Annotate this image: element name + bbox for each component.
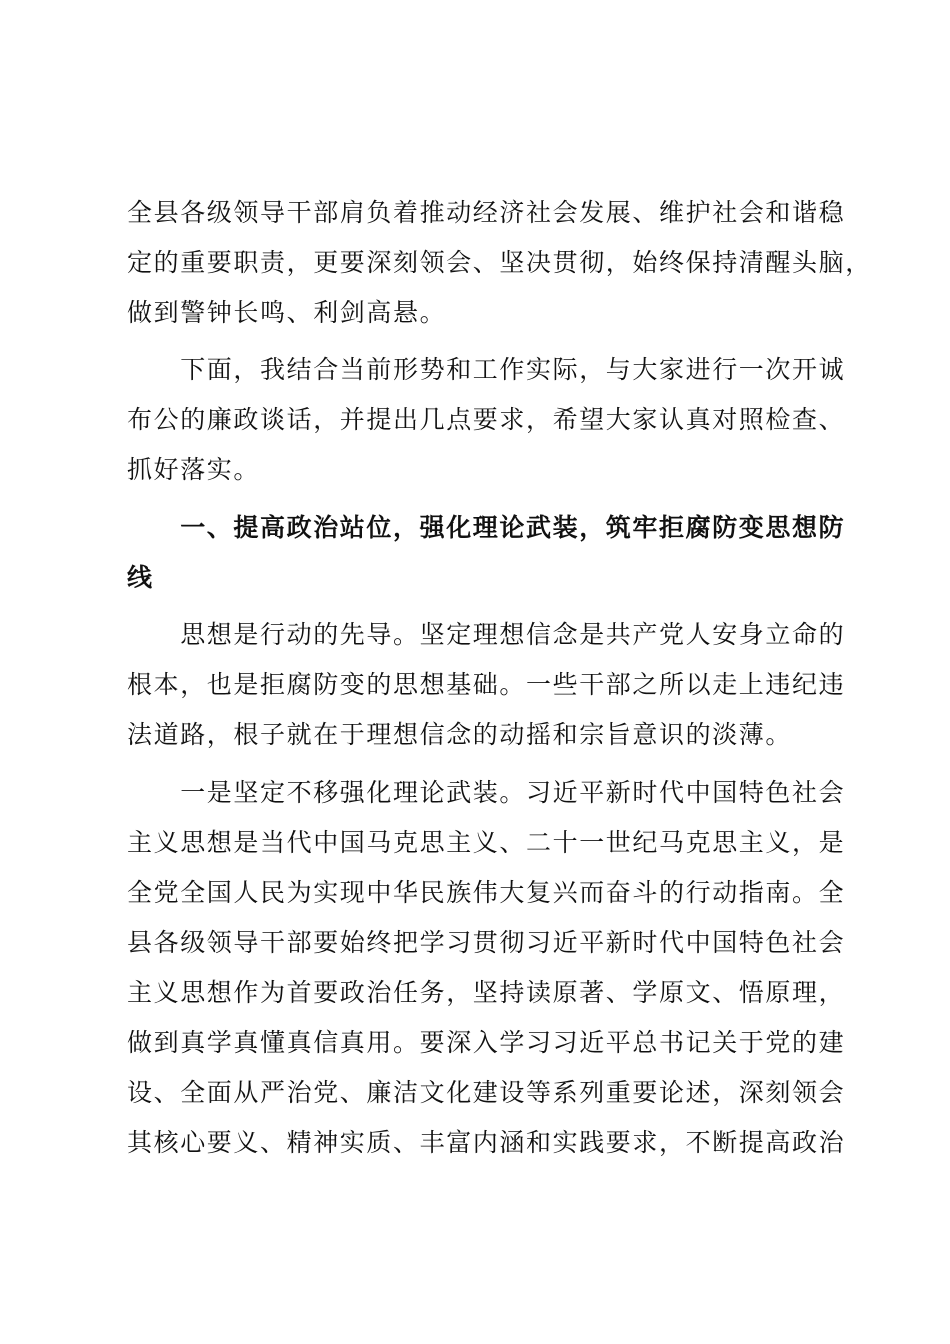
text-line: 做到警钟长鸣、利剑高悬。	[127, 298, 447, 327]
heading-line: 一、提高政治站位，强化理论武装，筑牢拒腐防变思想防	[127, 513, 846, 542]
heading-line: 线	[127, 563, 154, 592]
text-line: 定的重要职责，更要深刻领会、坚决贯彻，始终保持清醒头脑，	[127, 248, 872, 277]
text-line: 一是坚定不移强化理论武装。习近平新时代中国特色社会	[127, 778, 846, 807]
text-line: 法道路，根子就在于理想信念的动摇和宗旨意识的淡薄。	[127, 720, 793, 749]
text-line: 主义思想是当代中国马克思主义、二十一世纪马克思主义，是	[127, 828, 846, 857]
text-line: 全县各级领导干部肩负着推动经济社会发展、维护社会和谐稳	[127, 198, 846, 227]
text-line: 其核心要义、精神实质、丰富内涵和实践要求，不断提高政治	[127, 1128, 846, 1157]
text-line: 全党全国人民为实现中华民族伟大复兴而奋斗的行动指南。全	[127, 878, 846, 907]
text-line: 思想是行动的先导。坚定理想信念是共产党人安身立命的	[127, 620, 846, 649]
text-line: 县各级领导干部要始终把学习贯彻习近平新时代中国特色社会	[127, 928, 846, 957]
text-line: 主义思想作为首要政治任务，坚持读原著、学原文、悟原理，	[127, 978, 846, 1007]
text-line: 做到真学真懂真信真用。要深入学习习近平总书记关于党的建	[127, 1028, 846, 1057]
text-line: 下面，我结合当前形势和工作实际，与大家进行一次开诚	[127, 355, 846, 384]
text-line: 根本，也是拒腐防变的思想基础。一些干部之所以走上违纪违	[127, 670, 846, 699]
text-line: 布公的廉政谈话，并提出几点要求，希望大家认真对照检查、	[127, 405, 846, 434]
text-line: 抓好落实。	[127, 455, 261, 484]
text-line: 设、全面从严治党、廉洁文化建设等系列重要论述，深刻领会	[127, 1078, 846, 1107]
